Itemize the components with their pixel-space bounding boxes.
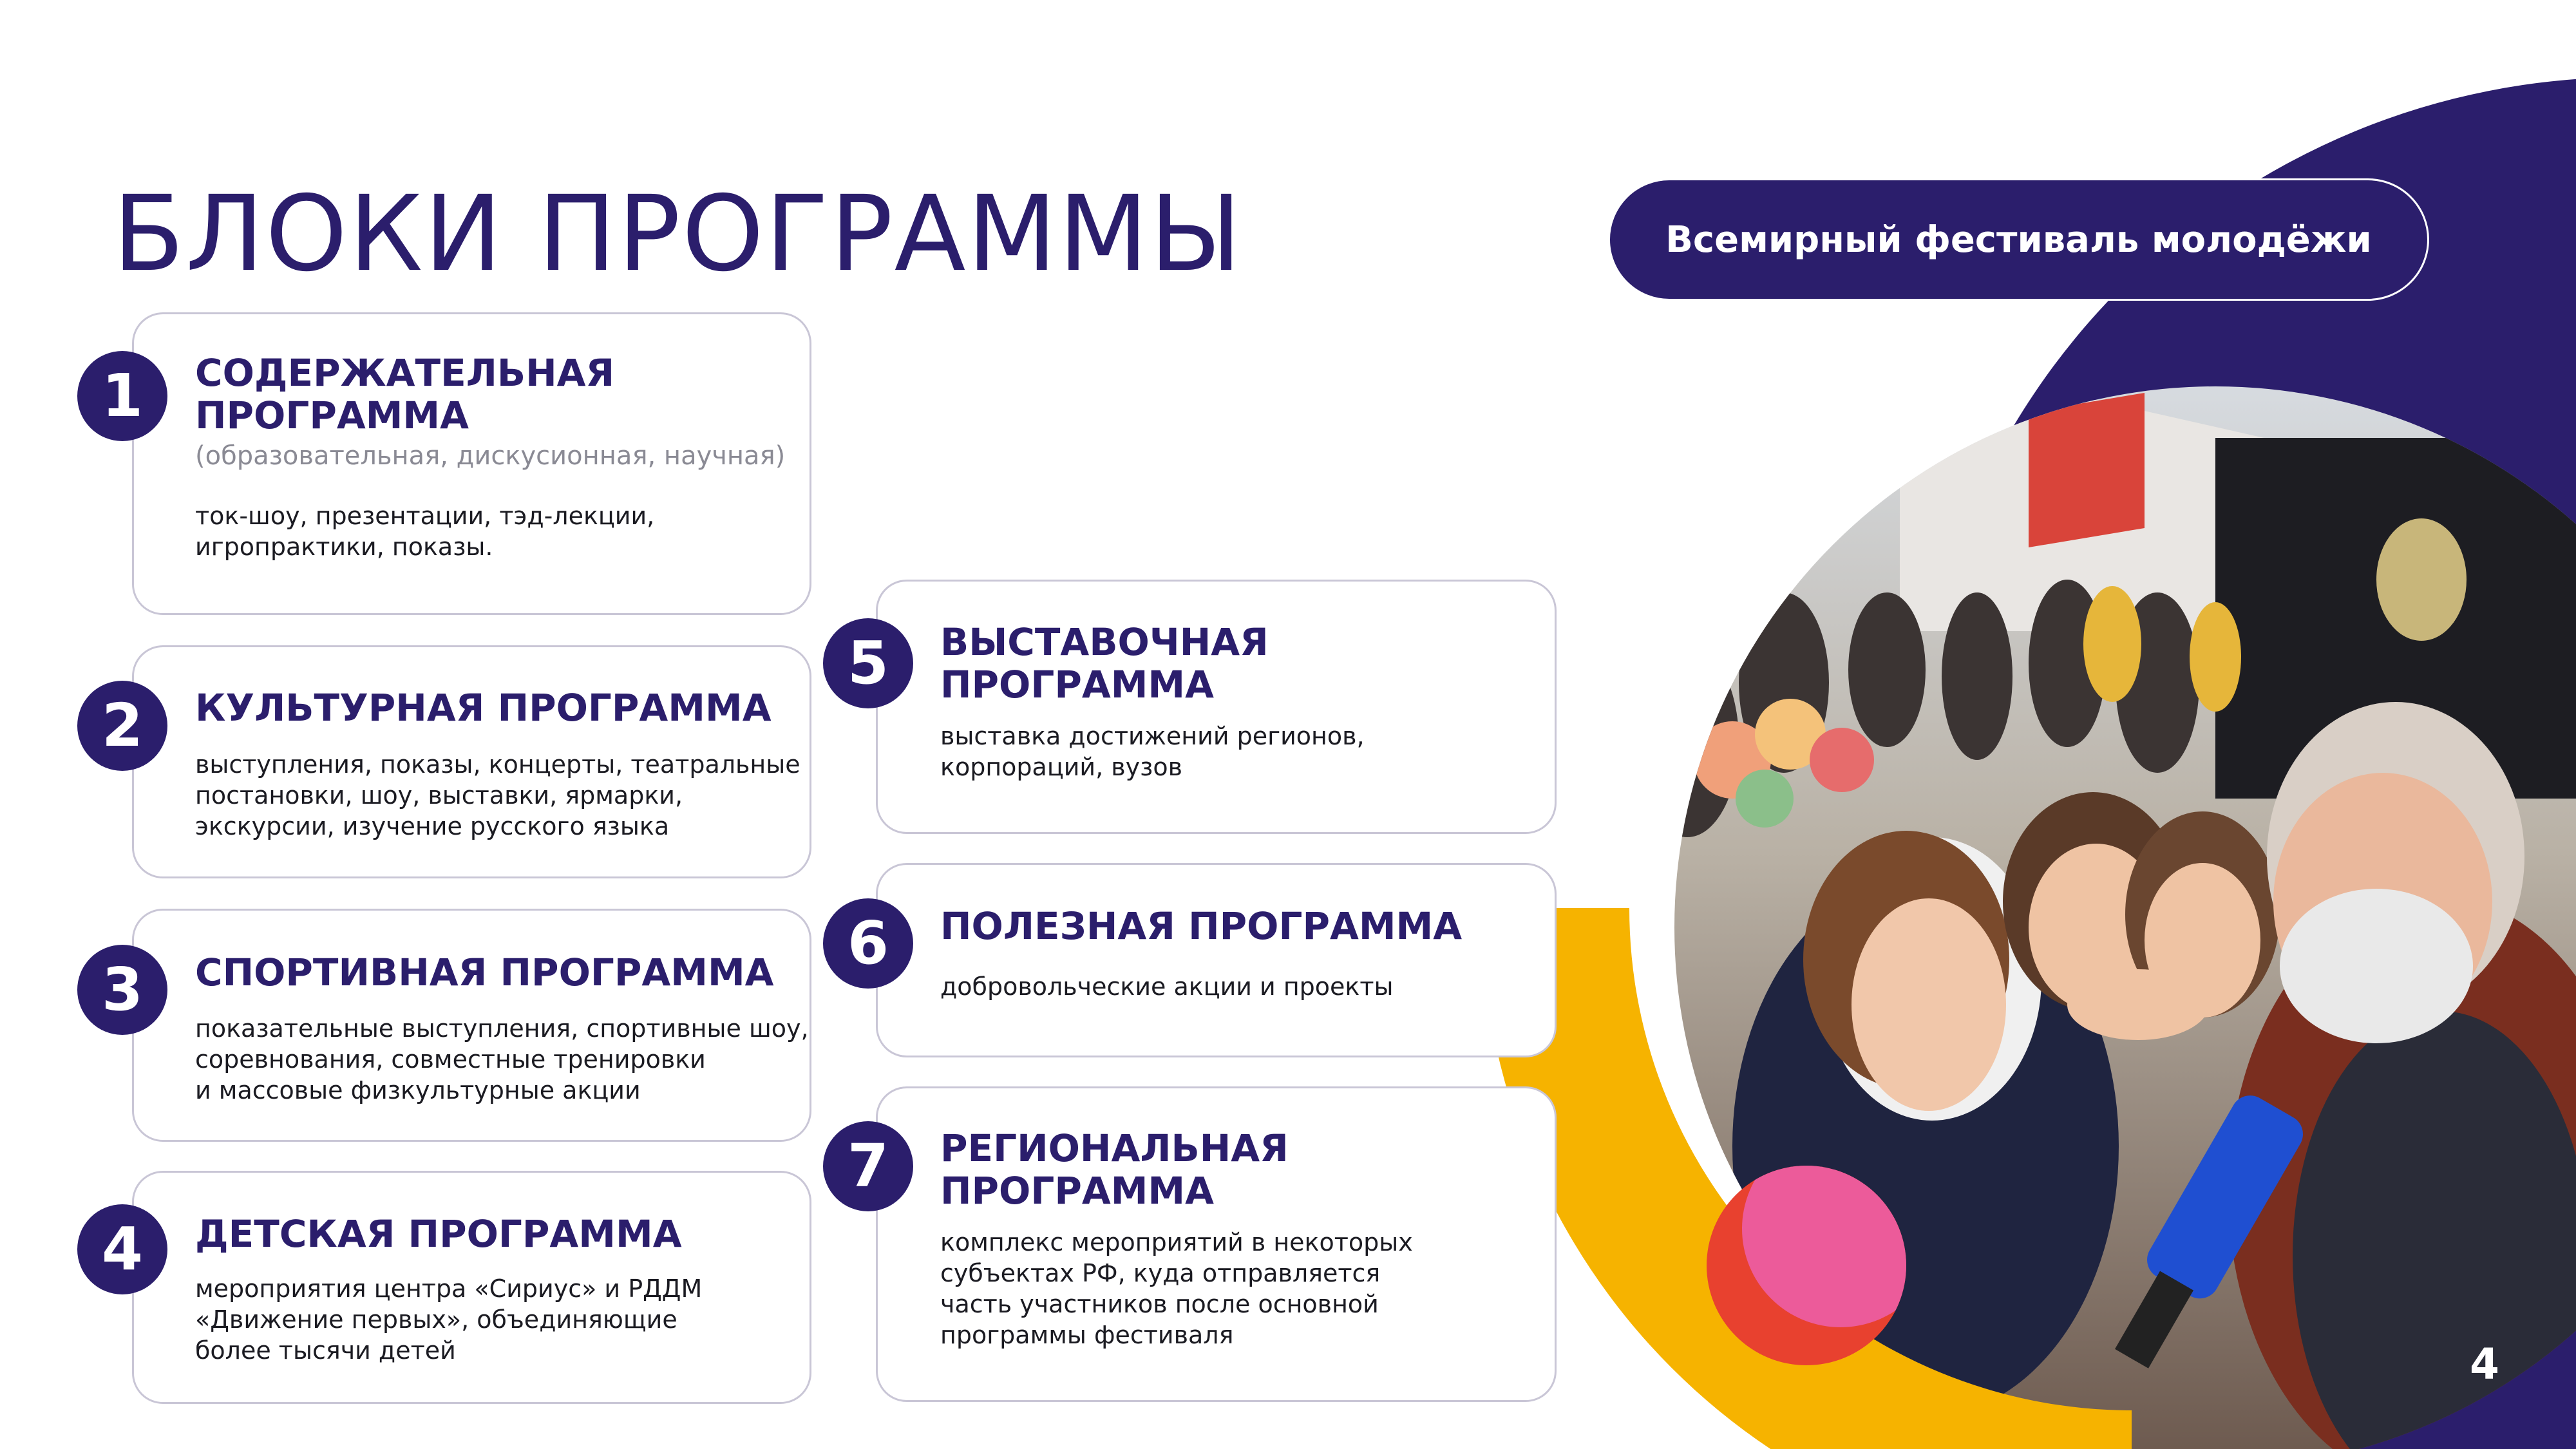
block-subheading-1: (образовательная, дискусионная, научная) [195,441,786,471]
block-heading-7: РЕГИОНАЛЬНАЯ ПРОГРАММА [940,1126,1289,1213]
block-number-badge-5: 5 [823,618,913,708]
block-number-badge-3: 3 [77,945,167,1035]
block-description-1: ток-шоу, презентации, тэд-лекции, игропрактики, показы. [195,502,655,561]
block-number-badge-1: 1 [77,351,167,441]
block-number-badge-7: 7 [823,1121,913,1211]
block-description-3: показательные выступления, спортивные шоу, соревнования, совместные тренировки и массовые физкультурные акции [195,1014,809,1104]
block-heading-4: ДЕТСКАЯ ПРОГРАММА [195,1212,682,1256]
block-number-badge-4: 4 [77,1204,167,1294]
page-number: 4 [2470,1340,2499,1389]
block-heading-6: ПОЛЕЗНАЯ ПРОГРАММА [940,904,1463,948]
block-description-4: мероприятия центра «Сириус» и РДДМ «Движение первых», объединяющие более тысячи детей [195,1274,703,1365]
slide-title: БЛОКИ ПРОГРАММЫ [113,174,1243,295]
program-block-card-5 [876,580,1557,834]
program-block-card-6 [876,863,1557,1057]
block-description-5: выставка достижений регионов, корпораций, вузов [940,722,1365,781]
block-heading-5: ВЫСТАВОЧНАЯ ПРОГРАММА [940,620,1269,706]
block-number-badge-2: 2 [77,681,167,771]
festival-badge-label: Всемирный фестиваль молодёжи [1665,218,2372,261]
block-description-7: комплекс мероприятий в некоторых субъектах РФ, куда отправляется часть участников после основной программы фестиваля [940,1228,1413,1349]
block-description-2: выступления, показы, концерты, театральные постановки, шоу, выставки, ярмарки, экскурсии, изучение русского языка [195,750,800,840]
block-heading-1: СОДЕРЖАТЕЛЬНАЯ ПРОГРАММА [195,351,615,437]
festival-badge [1608,178,2429,301]
block-number-badge-6: 6 [823,898,913,989]
block-heading-2: КУЛЬТУРНАЯ ПРОГРАММА [195,686,772,730]
block-heading-3: СПОРТИВНАЯ ПРОГРАММА [195,951,774,994]
block-description-6: добровольческие акции и проекты [940,972,1394,1001]
